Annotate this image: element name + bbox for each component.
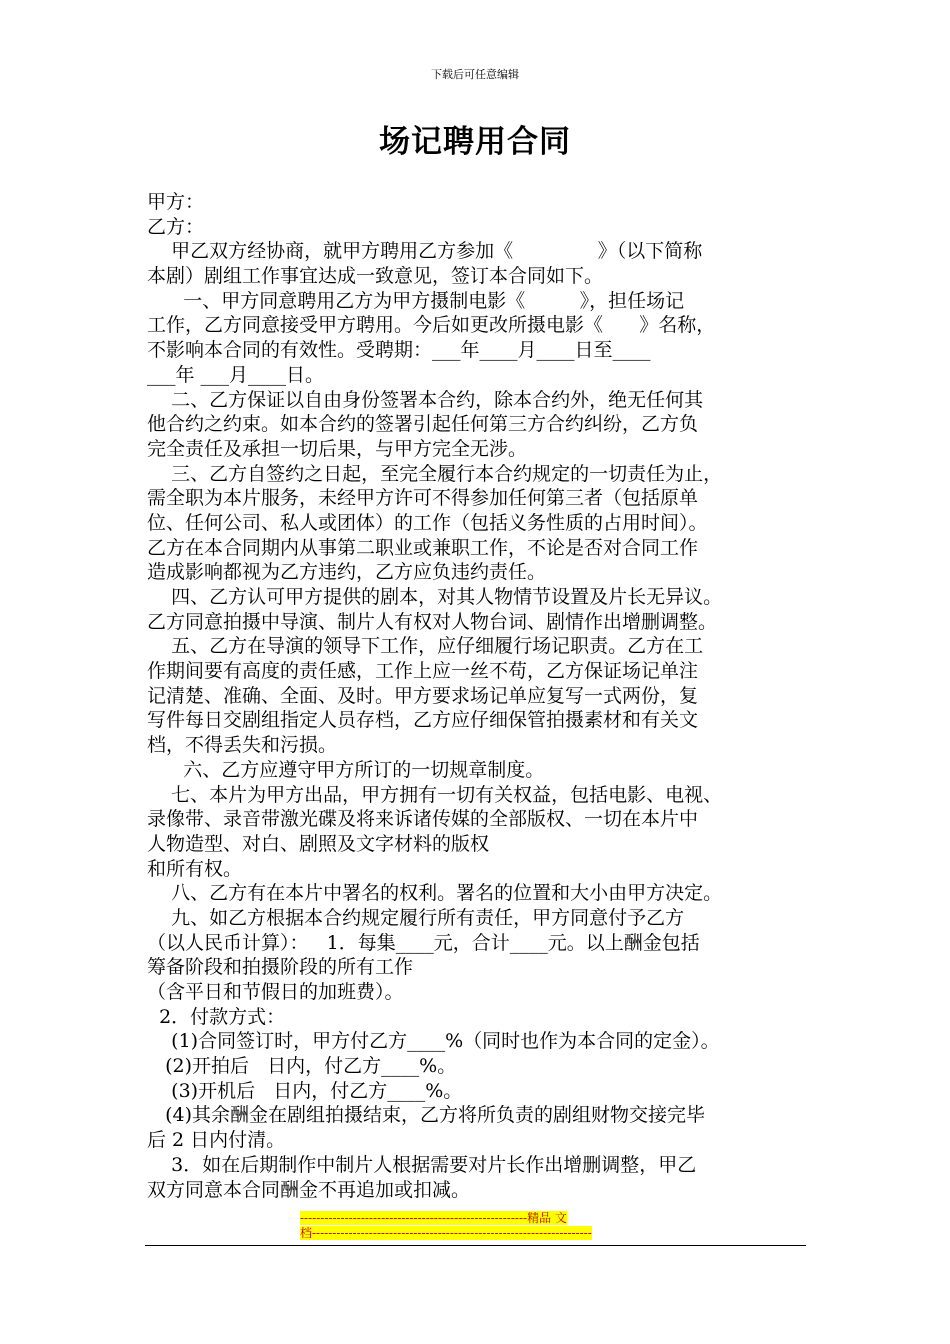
contract-line: 不影响本合同的有效性。受聘期：___年____月____日至____ (147, 339, 651, 362)
contract-line: 记清楚、准确、全面、及时。甲方要求场记单应复写一式两份，复 (147, 684, 699, 707)
contract-line: 本剧）剧组工作事宜达成一致意见，签订本合同如下。 (147, 265, 604, 288)
contract-line: 乙方同意拍摄中导演、制片人有权对人物台词、剧情作出增删调整。 (147, 610, 718, 633)
header-note: 下载后可任意编辑 (431, 68, 519, 81)
contract-line: 五、乙方在导演的领导下工作，应仔细履行场记职责。乙方在工 (147, 635, 704, 658)
contract-line: ___年 ___月____日。 (147, 363, 325, 386)
contract-line: 和所有权。 (147, 857, 243, 880)
contract-line: 需全职为本片服务，未经甲方许可不得参加任何第三者（包括原单 (147, 487, 699, 510)
contract-line: 二、乙方保证以自由身份签署本合约，除本合约外，绝无任何其 (147, 388, 704, 411)
stamp-line-1: --------------------------------------------------------精品 文 (300, 1211, 567, 1225)
contract-line: 九、如乙方根据本合约规定履行所有责任，甲方同意付予乙方 (147, 906, 685, 929)
contract-line: (2)开拍后 日内，付乙方____%。 (147, 1055, 457, 1078)
contract-line: 档，不得丢失和污损。 (147, 734, 338, 757)
contract-line: 造成影响都视为乙方违约，乙方应负违约责任。 (147, 561, 547, 584)
contract-line: 甲方： (147, 191, 205, 213)
document-title: 场记聘用合同 (379, 124, 571, 160)
stamp-line-2: 档--------------------------------------------------------------------- (300, 1226, 592, 1240)
contract-line: 3．如在后期制作中制片人根据需要对片长作出增删调整，甲乙 (147, 1153, 697, 1176)
contract-line: (3)开机后 日内，付乙方____%。 (147, 1079, 463, 1102)
contract-line: 一、甲方同意聘用乙方为甲方摄制电影《 》，担任场记 (147, 289, 685, 312)
contract-line: 八、乙方有在本片中署名的权利。署名的位置和大小由甲方决定。 (147, 882, 723, 905)
contract-line: 三、乙方自签约之日起，至完全履行本合约规定的一切责任为止， (147, 462, 723, 485)
contract-line: 双方同意本合同酬金不再追加或扣减。 (147, 1178, 471, 1201)
contract-line: （以人民币计算）： 1．每集____元，合计____元。以上酬金包括 (147, 931, 700, 954)
footer-stamp (300, 1211, 650, 1241)
contract-line: 完全责任及承担一切后果，与甲方完全无涉。 (147, 437, 528, 460)
contract-line: (4)其余酬金在剧组拍摄结束，乙方将所负责的剧组财物交接完毕 (147, 1104, 706, 1127)
contract-line: 2．付款方式： (147, 1005, 286, 1028)
contract-line: 他合约之约束。如本合约的签署引起任何第三方合约纠纷，乙方负 (147, 413, 699, 436)
contract-line: 写件每日交剧组指定人员存档，乙方应仔细保管拍摄素材和有关文 (147, 709, 699, 732)
contract-line: 位、任何公司、私人或团体）的工作（包括义务性质的占用时间）。 (147, 511, 708, 534)
contract-line: 筹备阶段和拍摄阶段的所有工作 (147, 956, 414, 979)
contract-line: 乙方： (147, 215, 205, 238)
contract-line: 乙方在本合同期内从事第二职业或兼职工作，不论是否对合同工作 (147, 536, 699, 559)
contract-line: 甲乙双方经协商，就甲方聘用乙方参加《 》（以下简称 (147, 240, 703, 263)
contract-line: 人物造型、对白、剧照及文字材料的版权 (147, 832, 490, 855)
contract-line: 后 2 日内付清。 (147, 1129, 286, 1152)
contract-line: 作期间要有高度的责任感，工作上应一丝不苟，乙方保证场记单注 (147, 660, 699, 683)
contract-line: 六、乙方应遵守甲方所订的一切规章制度。 (147, 758, 545, 781)
contract-line: （含平日和节假日的加班费）。 (147, 981, 404, 1003)
contract-line: 四、乙方认可甲方提供的剧本，对其人物情节设置及片长无异议。 (147, 586, 723, 608)
contract-line: (1)合同签订时，甲方付乙方____%（同时也作为本合同的定金）。 (147, 1030, 720, 1053)
footer-divider (145, 1245, 806, 1246)
contract-body (147, 190, 819, 1202)
contract-line: 工作，乙方同意接受甲方聘用。今后如更改所摄电影《 》名称， (147, 314, 716, 337)
contract-line: 录像带、录音带激光碟及将来诉诸传媒的全部版权、一切在本片中 (147, 808, 699, 831)
contract-line: 七、本片为甲方出品，甲方拥有一切有关权益，包括电影、电视、 (147, 783, 723, 806)
